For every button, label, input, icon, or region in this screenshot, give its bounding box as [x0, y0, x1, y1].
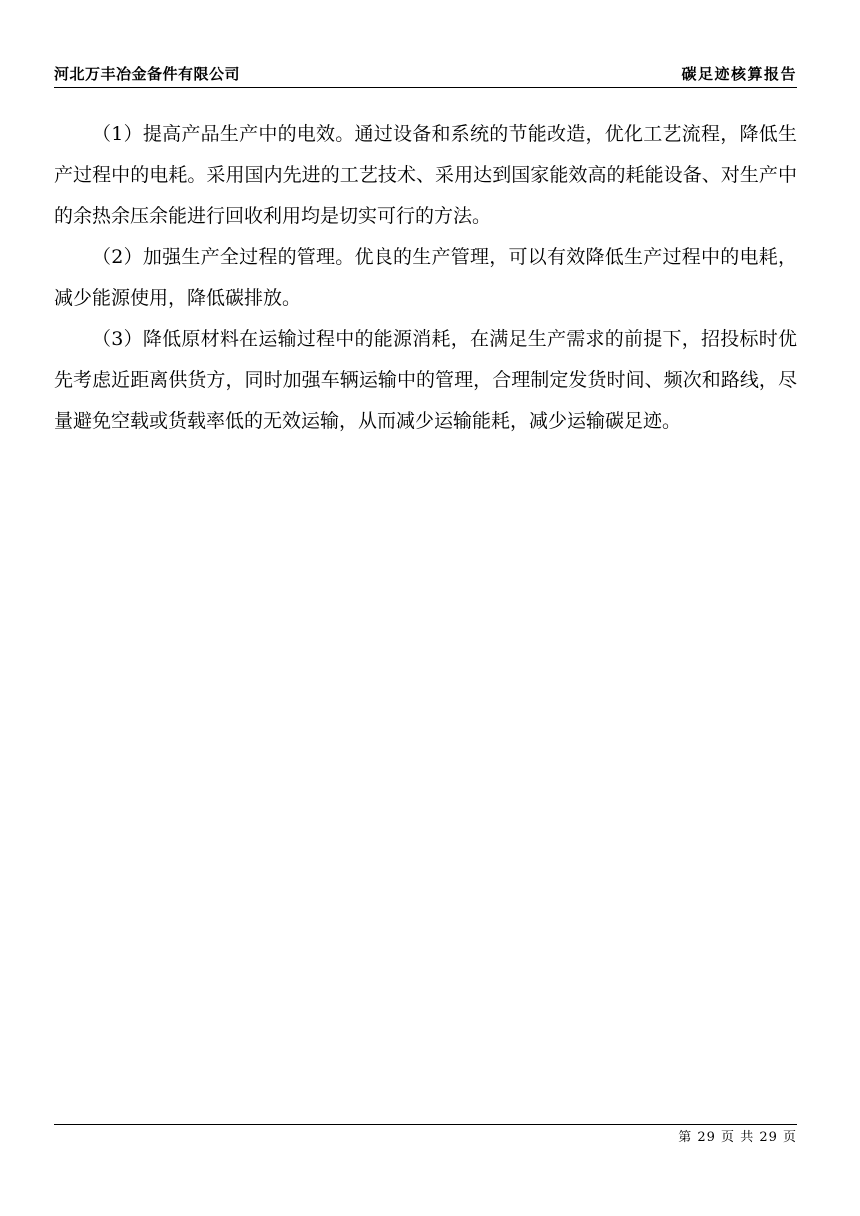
paragraph-1: （1）提高产品生产中的电效。通过设备和系统的节能改造，优化工艺流程，降低生产过程中的电耗。采用国内先进的工艺技术、采用达到国家能效高的耗能设备、对生产中的余热余压余能进行回收利用均是切实可行的方法。	[54, 123, 797, 227]
page-number: 第 29 页 共 29 页	[678, 1130, 797, 1145]
header-divider	[54, 87, 797, 88]
paragraph-2: （2）加强生产全过程的管理。优良的生产管理，可以有效降低生产过程中的电耗，减少能源使用，降低碳排放。	[54, 246, 797, 309]
company-name: 河北万丰冶金备件有限公司	[54, 65, 241, 83]
paragraph-3: （3）降低原材料在运输过程中的能源消耗，在满足生产需求的前提下，招投标时优先考虑近距离供货方，同时加强车辆运输中的管理，合理制定发货时间、频次和路线，尽量避免空载或货载率低的无效运输，从而减少运输能耗，减少运输碳足迹。	[54, 328, 797, 432]
report-title: 碳足迹核算报告	[681, 65, 797, 83]
page-header	[54, 62, 797, 86]
document-body	[54, 114, 797, 442]
footer-divider	[54, 1124, 797, 1125]
